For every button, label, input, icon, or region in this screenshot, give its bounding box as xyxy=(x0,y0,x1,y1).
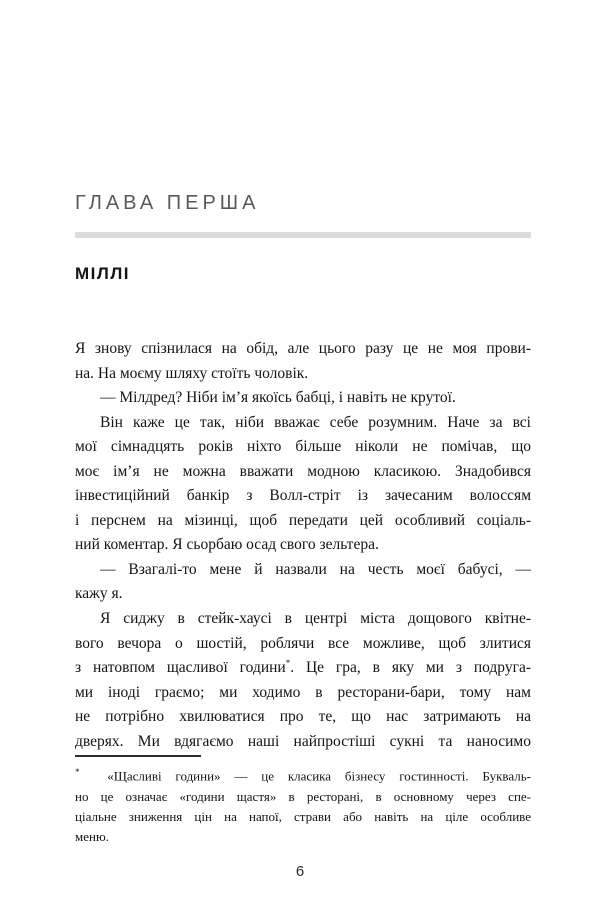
body-text-line: інвестиційний банкір з Волл-стріт із зачесаним волоссям xyxy=(75,487,531,505)
body-text xyxy=(75,337,531,754)
body-text-line: Він каже це так, ніби вважає себе розумним. Наче за всі xyxy=(100,413,531,431)
chapter-heading: ГЛАВА ПЕРША xyxy=(75,192,260,214)
body-text-line: кажу я. xyxy=(75,585,123,603)
footnote-line: ціальне зниження цін на напої, страви або навіть на ціле особливе xyxy=(75,808,531,824)
body-text-line: не потрібно хвилюватися про те, що нас затримають на xyxy=(75,708,531,726)
body-text-line: ний коментар. Я сьорбаю осад свого зельтера. xyxy=(75,536,379,554)
body-text-line: вого вечора о шостій, роблячи все можливе, щоб злитися xyxy=(75,634,531,652)
body-text-line: на. На моєму шляху стоїть чоловік. xyxy=(75,364,309,382)
body-text-line: і перснем на мізинці, щоб передати цей особливий соціаль- xyxy=(75,511,531,529)
body-text-line: з натовпом щасливої години*. Це гра, в яку ми з подруга- xyxy=(75,657,531,677)
page-number: 6 xyxy=(295,863,305,880)
body-text-line: Я знову спізнилася на обід, але цього разу це не моя прови- xyxy=(75,340,531,357)
body-text-line: — Мілдред? Ніби ім’я якоїсь бабці, і навіть не крутої. xyxy=(100,389,456,407)
body-text-line: дверях. Ми вдягаємо наші найпростіші сукні та наносимо xyxy=(75,732,531,750)
body-text-line: Я сиджу в стейк-хаусі в центрі міста дощового квітне- xyxy=(100,610,531,628)
footnote-ref-marker: * xyxy=(285,657,291,668)
body-text-line: моє ім’я не можна вважати модною класикою. Знадобився xyxy=(75,462,531,480)
section-heading: МІЛЛІ xyxy=(75,264,130,283)
footnote-line: меню. xyxy=(75,829,109,845)
footnote xyxy=(75,762,531,848)
body-text-line: — Взагалі-то мене й назвали на честь моєї бабусі, — xyxy=(100,560,531,578)
body-text-line: ми іноді граємо; ми ходимо в ресторани-бари, тому нам xyxy=(75,683,531,701)
chapter-divider-bar xyxy=(75,232,531,238)
body-text-line: мої сімнадцять років ніхто більше ніколи не помічав, що xyxy=(75,438,531,456)
footnote-line: * «Щасливі години» — це класика бізнесу гостинності. Букваль- xyxy=(75,767,531,784)
footnote-rule xyxy=(75,755,201,757)
footnote-line: но це означає «години щастя» в ресторані, в основному через спе- xyxy=(75,788,531,804)
footnote-marker: * xyxy=(75,767,80,777)
